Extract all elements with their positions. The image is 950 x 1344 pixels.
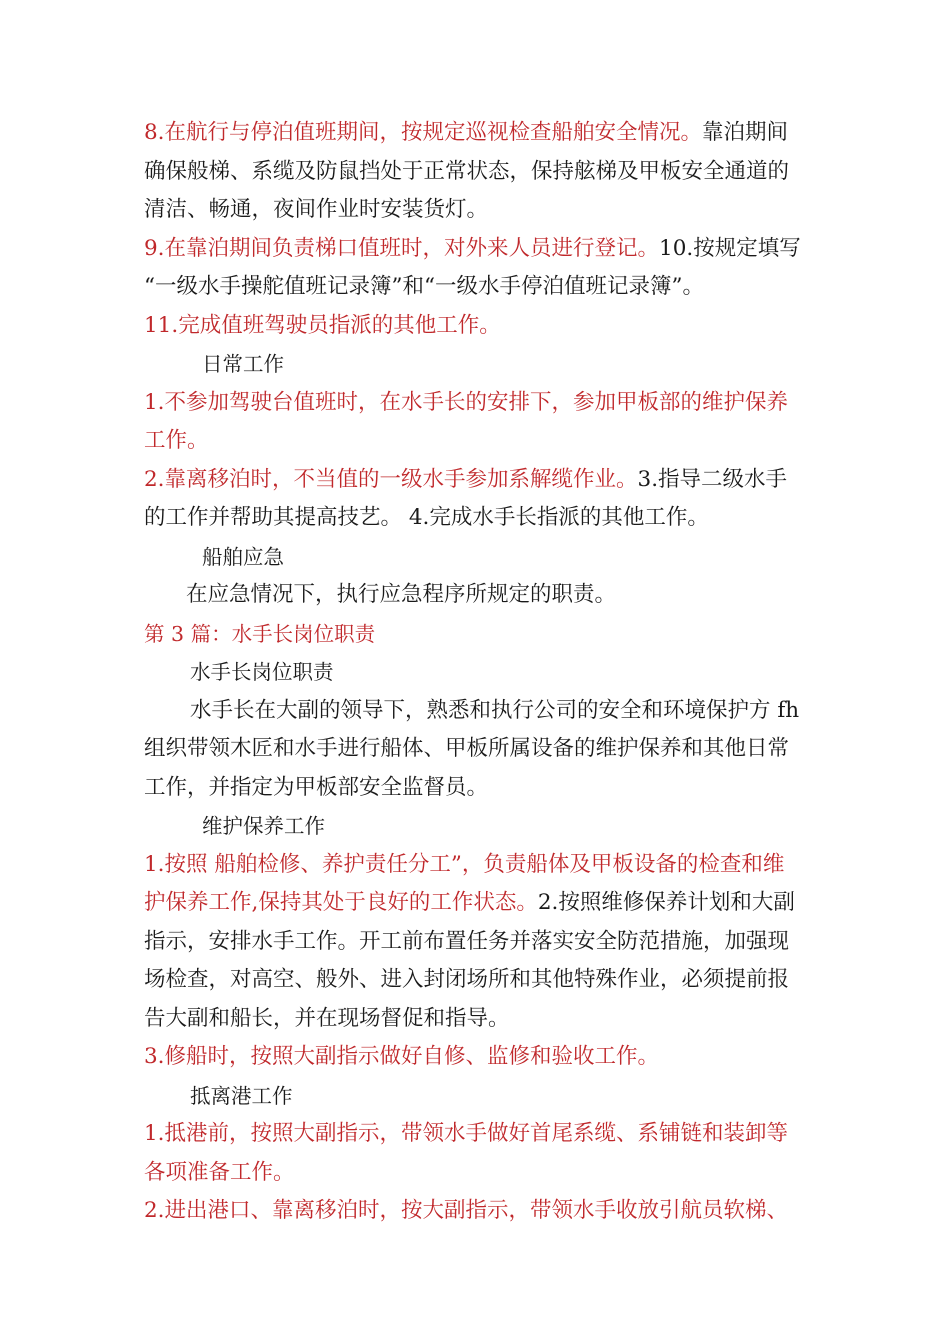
text-line: 在应急情况下，执行应急程序所规定的职责。 bbox=[186, 582, 617, 607]
text-line: 工作。 bbox=[144, 428, 209, 453]
item-11-text: 11.完成值班驾驶员指派的其他工作。 bbox=[144, 312, 501, 338]
text-line bbox=[144, 884, 814, 923]
text-line bbox=[144, 461, 814, 500]
chapter-heading: 第 3 篇：水手长岗位职责 bbox=[144, 621, 376, 646]
text-line: 工作，并指定为甲板部安全监督员。 bbox=[144, 774, 489, 800]
text-line: 各项准备工作。 bbox=[144, 1159, 295, 1185]
text-line: 1.不参加驾驶台值班时，在水手长的安排下，参加甲板部的维护保养 bbox=[144, 389, 789, 415]
text-line: 3.修船时，按照大副指示做好自修、监修和验收工作。 bbox=[144, 1044, 660, 1069]
text-line: 组织带领木匠和水手进行船体、甲板所属设备的维护保养和其他日常 bbox=[144, 736, 790, 761]
text-line: 清洁、畅通，夜间作业时安装货灯。 bbox=[144, 197, 489, 222]
item-10-text: 10.按规定填写 bbox=[659, 235, 801, 261]
section-heading-emergency: 船舶应急 bbox=[202, 544, 284, 569]
text-line: 1.抵港前，按照大副指示，带领水手做好首尾系缆、系铺链和装卸等 bbox=[144, 1121, 789, 1146]
item-9-text: 9.在靠泊期间负责梯口值班时，对外来人员进行登记。 bbox=[144, 235, 660, 261]
text-line: 1.按照 船舶检修、养护责任分工”，负责船体及甲板设备的检查和维 bbox=[144, 851, 785, 877]
section-heading-maintenance: 维护保养工作 bbox=[202, 814, 325, 838]
item-8-continued: 靠泊期间 bbox=[702, 120, 789, 145]
text-line: 告大副和船长，并在现场督促和指导。 bbox=[144, 1005, 510, 1031]
text-line: 场检查，对高空、般外、进入封闭场所和其他特殊作业，必须提前报 bbox=[144, 967, 790, 992]
text-line: 的工作并帮助其提高技艺。 4.完成水手长指派的其他工作。 bbox=[144, 505, 709, 530]
document-page bbox=[144, 114, 814, 1231]
text-line bbox=[144, 114, 814, 153]
section-heading-port-arrival: 抵离港工作 bbox=[190, 1083, 293, 1108]
section-heading-daily-work: 日常工作 bbox=[202, 352, 284, 376]
text-line bbox=[144, 230, 814, 269]
text-line: 2.进出港口、靠离移泊时，按大副指示，带领水手收放引航员软梯、 bbox=[144, 1198, 789, 1223]
maintenance-item-2-text: 2.按照维修保养计划和大副 bbox=[537, 890, 795, 915]
item-8-text: 8.在航行与停泊值班期间，按规定巡视检查船舶安全情况。 bbox=[144, 120, 703, 145]
text-line: 指示，安排水手工作。开工前布置任务并落实安全防范措施，加强现 bbox=[144, 928, 790, 954]
section-heading-boatswain-duties: 水手长岗位职责 bbox=[190, 660, 334, 684]
text-line: 确保般梯、系缆及防鼠挡处于正常状态，保持舷梯及甲板安全通道的 bbox=[144, 158, 790, 184]
maintenance-item-1-end: 护保养工作,保持其处于良好的工作状态。 bbox=[144, 890, 538, 915]
text-line: “一级水手操舵值班记录簿”和“一级水手停泊值班记录簿”。 bbox=[144, 274, 704, 299]
daily-item-2-text: 2.靠离移泊时，不当值的一级水手参加系解缆作业。 bbox=[144, 466, 638, 492]
daily-item-3-text: 3.指导二级水手 bbox=[637, 466, 788, 492]
text-line: 水手长在大副的领导下，熟悉和执行公司的安全和环境保护方 fh bbox=[190, 697, 800, 723]
